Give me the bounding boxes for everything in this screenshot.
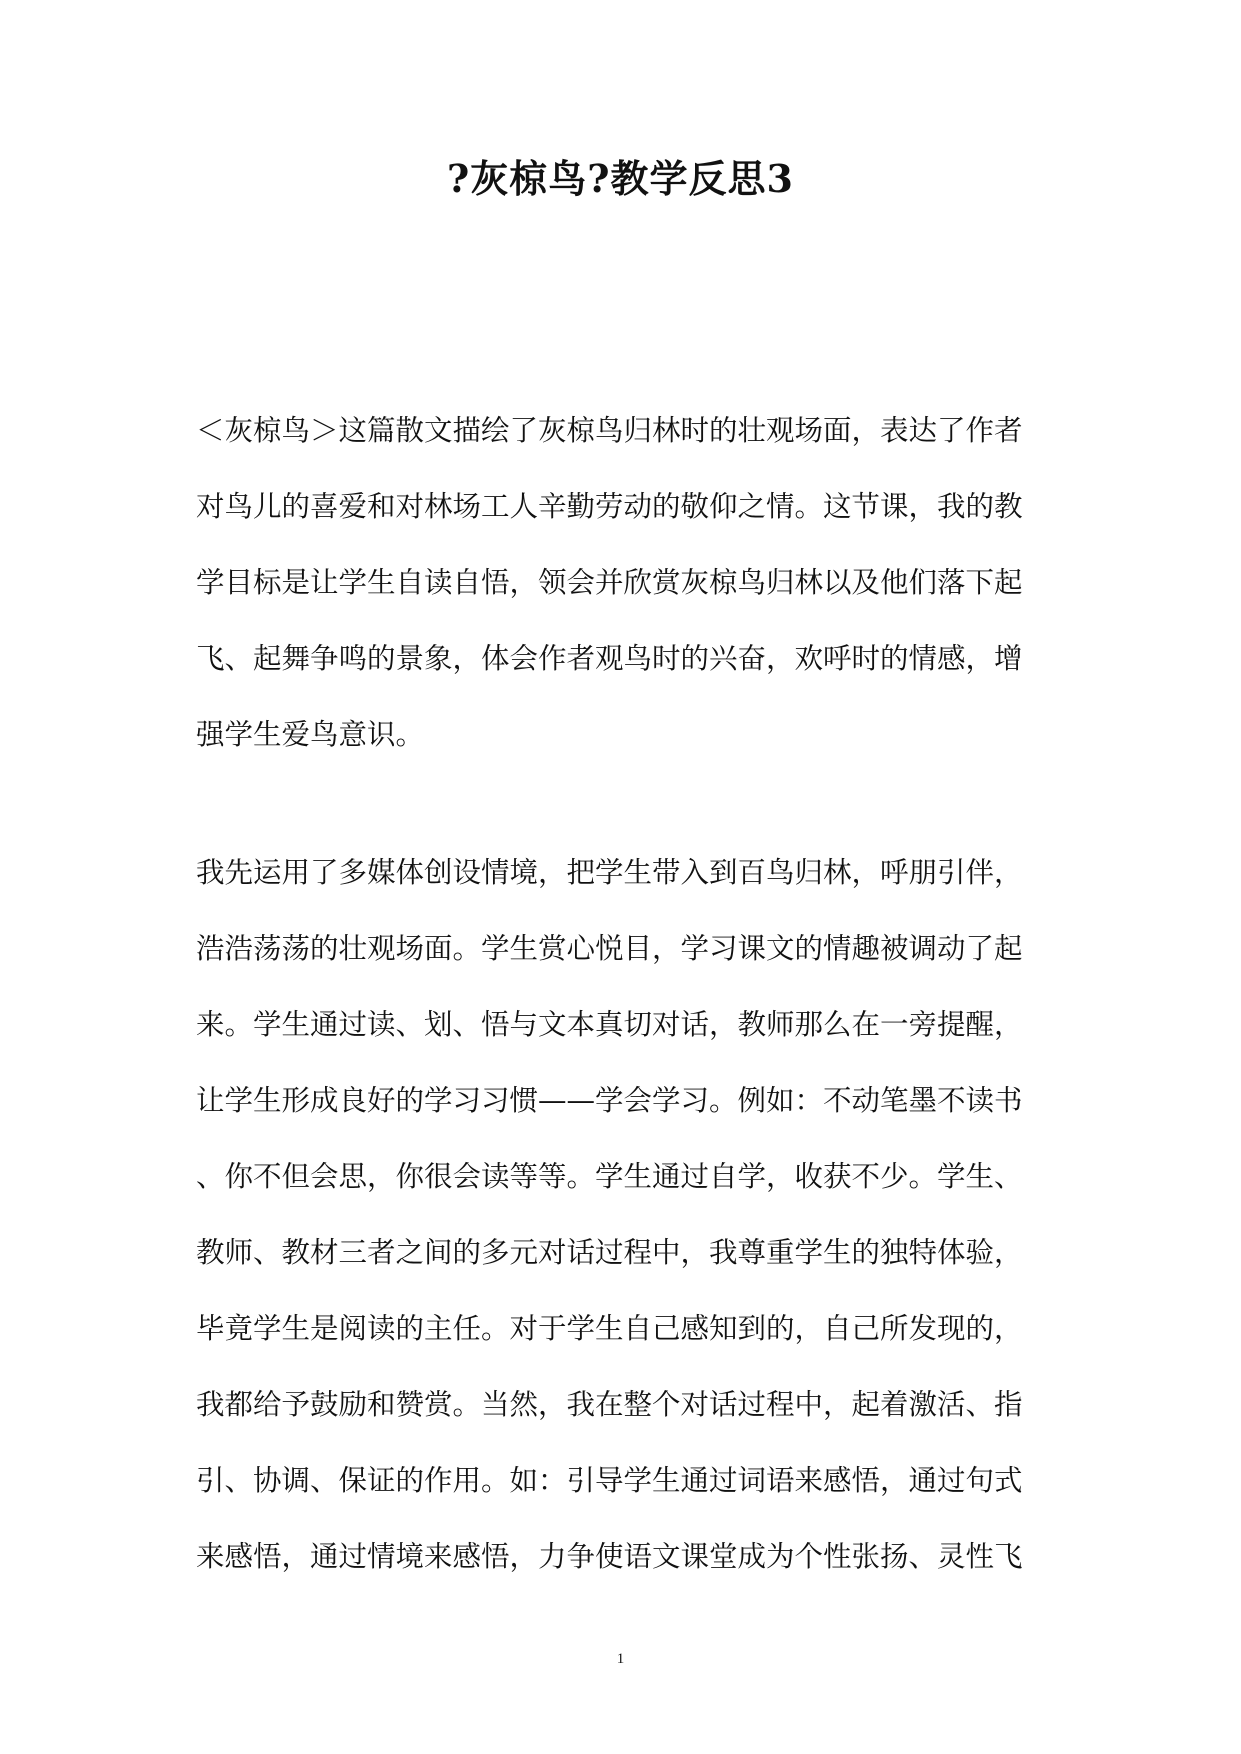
text-line: 学目标是让学生自读自悟，领会并欣赏灰椋鸟归林以及他们落下起 [196,566,1023,599]
text-line: 来感悟，通过情境来感悟，力争使语文课堂成为个性张扬、灵性飞 [196,1540,1023,1573]
text-line: ＜灰椋鸟＞这篇散文描绘了灰椋鸟归林时的壮观场面，表达了作者 [196,414,1023,447]
text-line: 我先运用了多媒体创设情境，把学生带入到百鸟归林，呼朋引伴， [196,856,1023,889]
paragraph-2 [196,835,1046,1595]
text-line: 来。学生通过读、划、悟与文本真切对话，教师那么在一旁提醒， [196,1008,1023,1041]
text-line: 教师、教材三者之间的多元对话过程中，我尊重学生的独特体验， [196,1236,1023,1269]
text-line: 让学生形成良好的学习习惯——学会学习。例如：不动笔墨不读书 [196,1084,1023,1117]
paragraph-1 [196,393,1046,773]
text-line: 我都给予鼓励和赞赏。当然，我在整个对话过程中，起着激活、指 [196,1388,1023,1421]
text-line: 毕竟学生是阅读的主任。对于学生自己感知到的，自己所发现的， [196,1312,1023,1345]
text-line: 飞、起舞争鸣的景象，体会作者观鸟时的兴奋，欢呼时的情感，增 [196,642,1023,675]
text-line: 强学生爱鸟意识。 [196,718,425,751]
page-number: 1 [616,1651,625,1667]
text-line: 浩浩荡荡的壮观场面。学生赏心悦目，学习课文的情趣被调动了起 [196,932,1023,965]
text-line: 对鸟儿的喜爱和对林场工人辛勤劳动的敬仰之情。这节课，我的教 [196,490,1023,523]
text-line: 、你不但会思，你很会读等等。学生通过自学，收获不少。学生、 [196,1160,1023,1193]
document-title: ?灰椋鸟?教学反思3 [447,156,794,201]
text-line: 引、协调、保证的作用。如：引导学生通过词语来感悟，通过句式 [196,1464,1023,1497]
